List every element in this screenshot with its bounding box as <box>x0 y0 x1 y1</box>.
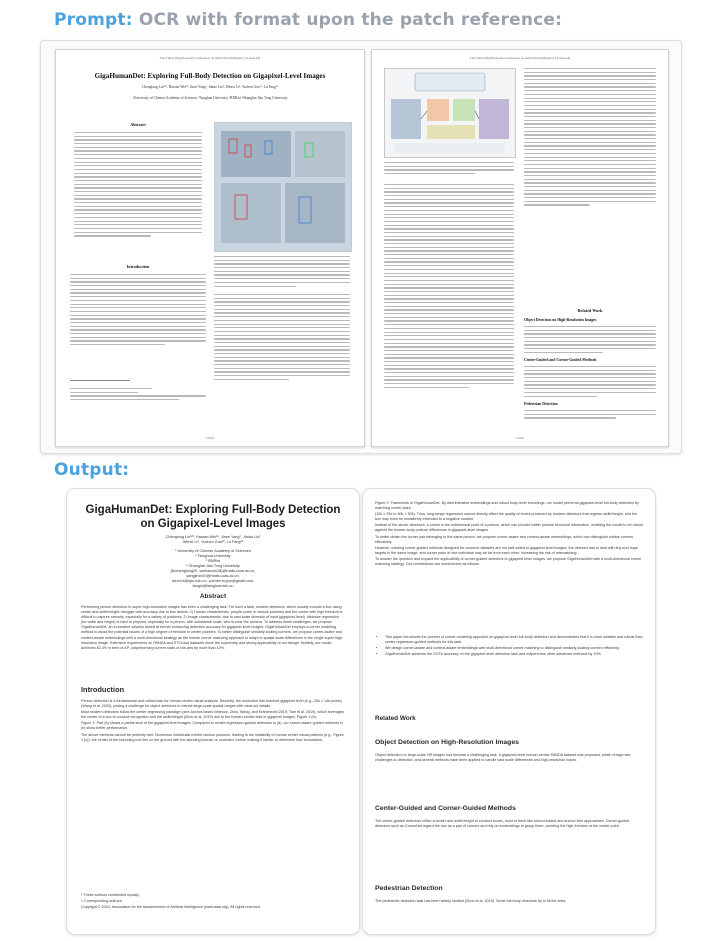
output-2-bullet-3: • GigaHumanDet achieves the SOTA accuracy on the gigapixel-level detection task and outperforms other advanced methods by 10%. <box>385 652 643 657</box>
input-page-1-title: GigaHumanDet: Exploring Full-Body Detection on Gigapixel-Level Images <box>94 72 326 80</box>
output-label: Output: <box>54 460 130 480</box>
input-page-1-abstract-heading: Abstract <box>130 122 146 127</box>
input-page-2-figure-caption <box>384 162 514 177</box>
input-page-1-right-body <box>214 294 350 383</box>
output-card-2 <box>362 488 656 935</box>
output-1-title: GigaHumanDet: Exploring Full-Body Detection on Gigapixel-Level Images <box>85 504 341 530</box>
output-2-sub2-text: The center-guided detectors utilize a center and width/height to conduct boxes, most of them like anchor-based and anchor-free approaches. Corner-guided detectors such as CornerNet regard the box as a pair of corners and rely on embeddings to group them, avoiding the high freedom of the center point. <box>375 819 630 829</box>
output-1-affil-2: ² Tsinghua University <box>195 554 231 558</box>
output-2-sub3-text: The pedestrian detection task has been widely studied (Zhou et al. 2019). Some full-body detectors try to fill the area. <box>375 899 567 903</box>
input-page-1 <box>55 49 365 447</box>
output-1-abstract-text: Performing person detection in super-high-resolution images has been a challenging task. For such a task, modern detectors, which usually encode a box using center and width/height, struggle with accuracy due to two factors: 1) Human characteristic: people come in various postures and the center with high freedom is difficult to capture robustly, especially for a variety of postures; 2) Image characteristic: due to vast scale diversity of input (gigapixel-level), distance regression (for width and height) is hard to pinpoint, especially for a person, with substantial scale, who is near the camera. To address these challenges, we propose GigaHumanDet, an innovative solution aimed at further enhancing detection accuracy for gigapixel-level images. GigaHumanDet employs a corner modeling method to avoid the potential issues of a high degree of freedom in center pointers. To better distinguish similarly-looking corners, we propose corner-aware and context-aware embeddings with a multi-directional strategy as the human corner matching approach to adapt to spatial scale differences in the single super-high-resolution image. Extensive experiments on PANDA and STCrowd datasets show the superiority and strong applicability of our design. Notably, our model achieves 82.4% in term of AP, outperforming current state-of-the-arts by more than 10%. <box>81 605 344 650</box>
output-1-footnotes <box>81 893 345 911</box>
input-page-1-figure-caption <box>214 256 350 289</box>
output-2-para-4: However, existing corner-guided methods designed for common datasets are not well suited to gigapixel-level images: the detector has to deal with tiny and huge targets in the same image, and corner pairs of one individual may be far from each other, increasing the risk of mismatching. <box>375 545 638 555</box>
output-1-affil-5: {liuchenglong20, weihaoran18}@mails.ucas.ac.cn, <box>170 569 256 573</box>
output-2-para-5: To answer the question and expand the applicability of corner-guided detectors to gigapixel-level images, we propose GigaHumanDet with a multi-directional corner matching strategy. Our contributions are summarized as follows: <box>375 556 642 567</box>
input-page-2-header: The Thirty-Eighth AAAI Conference on Artificial Intelligence (AAAI-24) <box>469 56 571 60</box>
input-page-2-left-body <box>384 184 514 391</box>
input-page-2-figure <box>384 68 516 158</box>
input-page-1-figure <box>214 122 352 252</box>
input-page-2-related-heading: Related Work <box>577 308 603 313</box>
input-page-1-header: The Thirty-Eighth AAAI Conference on Artificial Intelligence (AAAI-24) <box>159 56 261 60</box>
output-2-para-2: Instead of the above detectors, a corner is the bottommost point of a person, which can provide better precise structural information, enabling the model to be robust against the human-body posture differences in gigapixel-level images. <box>375 523 643 533</box>
output-1-affil-7: wenxi.li@sjtu.edu.cn, yuchen.w.guo@gmail.com, <box>171 579 255 583</box>
output-2-sub2-heading: Center-Guided and Corner-Guided Methods <box>375 805 516 812</box>
output-2-bullets <box>375 635 643 658</box>
output-1-affiliations <box>77 549 349 589</box>
input-page-1-authors: Chenglong Liu¹²³, Haoran Wei³⁴, Jinze Yang¹, Jintao Liu¹, Wenxi Li⁴, Yuchen Guo²³, Lu Fang²³ <box>141 85 278 89</box>
output-1-authors-2: Wenxi Li⁴, Yuchen Guo²³, Lu Fang²³ <box>182 540 244 544</box>
output-1-intro-p3: The above methods cannot be perfectly met. Numerous individuals exhibit various postures, leading to the instability of human center visual patterns (e.g., Figure 1 (c)): the center of the bounding box lies on the ground with the standing woman or occluded, further making it harder to determine four boundaries. <box>81 732 344 742</box>
input-page-2-number: 10093 <box>516 436 524 440</box>
input-page-1-footnotes <box>70 388 206 403</box>
input-page-1-footnote-rule <box>70 380 130 383</box>
output-2-sub1-text: Object detection on large-scale HR images has become a challenging task. A gigapixel-level human-centric PANDA dataset was proposed, which brings new challenges to detection, and several methods have been applied to handle vast scale differences and high-resolution inputs. <box>375 753 631 763</box>
prompt-label: Prompt: <box>54 10 133 30</box>
prompt-text: OCR with format upon the patch reference: <box>138 10 563 30</box>
output-1-abstract <box>81 605 345 652</box>
input-page-2-right-body <box>524 68 656 208</box>
output-2-related-heading: Related Work <box>375 715 416 722</box>
input-page-2 <box>371 49 669 447</box>
output-1-copyright: Copyright © 2024, Association for the Advancement of Artificial Intelligence (www.aaai.org). All rights reserved. <box>81 905 261 910</box>
output-2-sub3-body <box>375 899 643 905</box>
output-1-intro <box>81 699 345 744</box>
output-2-para-3: To better obtain the corner pair belonging to the same person, we propose corner-aware and context-aware embeddings, which can distinguish similar corners effectively. <box>375 534 634 544</box>
output-2-sub1-body <box>375 753 643 764</box>
output-1-affil-6: yangjinze20@mails.ucas.ac.cn, <box>186 574 240 578</box>
output-1-intro-p2: Most modern detectors follow the center-regressing paradigm (see Anchor-based detector, Zhou, Wang, and Krähenbühl 2019; Tian et al. 2019), which leverages the center of a box to conduct recognition and the width/height (Zhou et al. 2019) due to the human-centric task in gigapixel images. Figure 1 (b). <box>81 710 344 720</box>
output-1-intro-p1: Person detection is a fundamental and critical task for human-centric visual analysis. Recently, the resolution has reached gigapixel level (e.g., 25k × 14k pixels) (Wang et al. 2020), posing a challenge for object detectors to extract large-scale spatial ranges with clear-cut details. <box>81 699 342 709</box>
output-1-authors: Chenglong Liu¹²³, Haoran Wei³⁴, Jinze Yang¹, Jintao Liu¹ <box>165 535 261 539</box>
output-1-fig-caption: Figure 1: Part (b) shows a partial slice of the gigapixel-level images. Compared to center-regression-guided detectors in (d), our corner-aware guided methods in (b) show better performance. <box>81 721 343 731</box>
input-page-2-sub1-body <box>524 326 656 356</box>
input-page-1-number: 10092 <box>206 436 214 440</box>
output-2-bullet-1: • This paper introduces the pioneer of corner-modeling approach on gigapixel-level full-body detection and demonstrates that it is more suitable and robust than center-regression-guided methods for this task. <box>385 635 643 645</box>
input-page-1-affiliations: ¹University of Chinese Academy of Sciences ²Tsinghua University ³BNRist ⁴Shanghai Jiao Tong University <box>132 96 288 100</box>
output-2-sub2-body <box>375 819 643 830</box>
output-2-bullet-2: • We design corner-aware and context-aware embeddings with multi-directional corner matching to distinguish similarly-looking corners efficiently. <box>385 646 643 651</box>
input-page-2-sub3: Pedestrian Detection <box>524 402 558 406</box>
output-1-intro-heading: Introduction <box>81 685 125 694</box>
output-1-footnote-2: † Corresponding authors. <box>81 899 123 904</box>
output-1-affil-8: fanglu@tsinghua.edu.cn <box>192 584 234 588</box>
output-2-fig-caption: Figure 2: Framework of GigaHumanDet. By discriminative embeddings and robust body-level encodings, our model performs gigapixel-level full-body detection by matching corner pairs. <box>375 501 639 511</box>
input-page-2-figure-graphic <box>385 69 515 157</box>
input-page-2-sub2: Center-Guided and Corner-Guided Methods <box>524 358 597 362</box>
output-2-top-body <box>375 501 643 568</box>
output-1-affil-3: ³ BNRist <box>205 559 221 563</box>
prompt-heading <box>54 10 562 30</box>
output-1-affil-4: ⁴ Shanghai Jiao Tong University <box>186 564 240 568</box>
input-page-2-sub2-body <box>524 366 656 399</box>
output-2-sub3-heading: Pedestrian Detection <box>375 885 443 892</box>
input-page-1-abstract-body <box>74 132 202 239</box>
input-page-1-figure-graphic <box>215 123 351 251</box>
input-page-2-sub3-body <box>524 410 656 421</box>
input-page-2-sub1: Object Detection on High-Resolution Images <box>524 318 597 322</box>
output-1-affil-1: ¹ University of Chinese Academy of Sciences <box>175 549 251 553</box>
input-page-1-intro-heading: Introduction <box>126 264 150 269</box>
output-card-1 <box>66 488 360 935</box>
output-2-para-1: (12k × 25k to 50k × 50k). Thus, long-range regression cannot directly affect the quality of boxes produced by modern detectors that regress width/height, and the box may even be mistakenly extended to a negative number. <box>375 512 638 522</box>
output-1-footnote-1: * These authors contributed equally. <box>81 893 140 897</box>
input-page-1-intro-body <box>70 274 206 348</box>
output-heading <box>54 460 129 480</box>
input-card <box>40 40 682 454</box>
output-1-abstract-heading: Abstract <box>199 593 227 600</box>
output-2-sub1-heading: Object Detection on High-Resolution Images <box>375 739 519 746</box>
